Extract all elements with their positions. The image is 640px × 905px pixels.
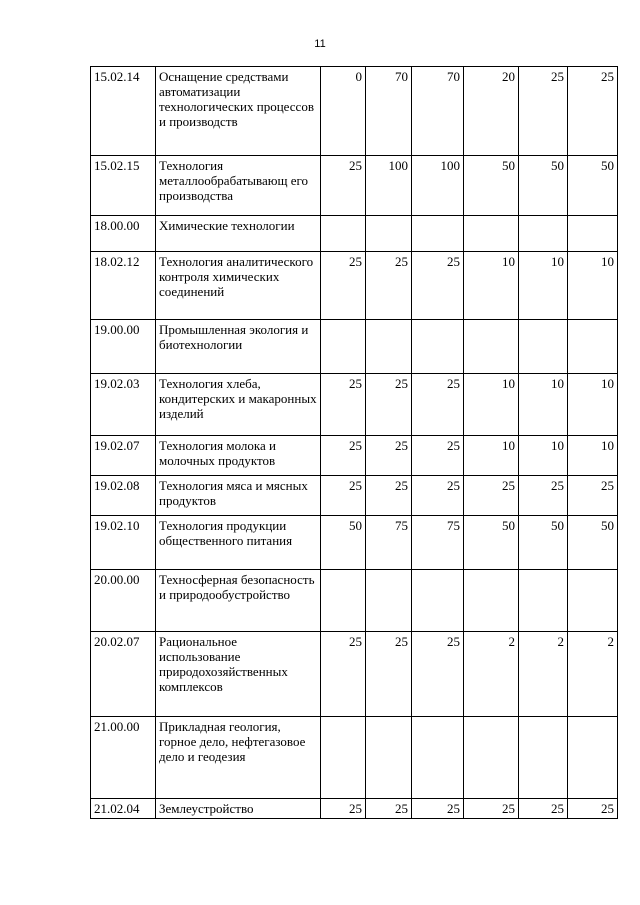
row-value: 50 <box>321 516 366 570</box>
row-name: Технология хлеба, кондитерских и макаронных изделий <box>156 374 321 436</box>
row-value: 0 <box>321 67 366 156</box>
table-row <box>91 570 618 632</box>
row-value: 10 <box>464 252 519 320</box>
row-code: 18.02.12 <box>91 252 156 320</box>
row-value <box>321 320 366 374</box>
table-row <box>91 436 618 476</box>
row-value: 25 <box>519 799 568 819</box>
row-value: 50 <box>519 516 568 570</box>
row-value: 25 <box>366 436 412 476</box>
specialties-table <box>90 66 618 819</box>
row-value <box>366 717 412 799</box>
row-value <box>568 216 618 252</box>
row-value <box>412 717 464 799</box>
row-name: Технология металлообрабатывающ его производства <box>156 156 321 216</box>
row-value <box>412 320 464 374</box>
row-code: 20.00.00 <box>91 570 156 632</box>
row-name: Землеустройство <box>156 799 321 819</box>
row-value: 75 <box>366 516 412 570</box>
row-value <box>321 717 366 799</box>
row-code: 20.02.07 <box>91 632 156 717</box>
row-value: 20 <box>464 67 519 156</box>
row-value: 2 <box>519 632 568 717</box>
row-value: 25 <box>321 156 366 216</box>
row-value <box>568 717 618 799</box>
row-value: 10 <box>519 436 568 476</box>
row-value <box>519 216 568 252</box>
row-code: 19.02.08 <box>91 476 156 516</box>
row-code: 15.02.15 <box>91 156 156 216</box>
row-value: 25 <box>412 632 464 717</box>
row-value: 25 <box>568 799 618 819</box>
row-name: Технология мяса и мясных продуктов <box>156 476 321 516</box>
row-value: 50 <box>519 156 568 216</box>
row-name: Химические технологии <box>156 216 321 252</box>
row-value: 10 <box>464 436 519 476</box>
row-value <box>366 216 412 252</box>
row-value: 25 <box>321 632 366 717</box>
row-value: 10 <box>568 436 618 476</box>
row-value: 70 <box>366 67 412 156</box>
table-row <box>91 516 618 570</box>
table-row <box>91 476 618 516</box>
row-value: 25 <box>321 252 366 320</box>
table-row <box>91 374 618 436</box>
row-name: Технология аналитического контроля химических соединений <box>156 252 321 320</box>
row-value <box>412 570 464 632</box>
row-code: 15.02.14 <box>91 67 156 156</box>
row-value: 25 <box>568 476 618 516</box>
row-value: 25 <box>519 476 568 516</box>
row-value <box>568 570 618 632</box>
row-value: 25 <box>412 252 464 320</box>
row-value: 50 <box>464 516 519 570</box>
row-value: 2 <box>464 632 519 717</box>
row-code: 19.02.10 <box>91 516 156 570</box>
table-row <box>91 156 618 216</box>
row-code: 19.00.00 <box>91 320 156 374</box>
row-value: 25 <box>366 476 412 516</box>
row-value: 75 <box>412 516 464 570</box>
row-value: 25 <box>464 799 519 819</box>
row-name: Техносферная безопасность и природообустройство <box>156 570 321 632</box>
row-value <box>568 320 618 374</box>
table-row <box>91 632 618 717</box>
table-row <box>91 717 618 799</box>
row-value: 25 <box>568 67 618 156</box>
row-value: 50 <box>464 156 519 216</box>
row-value: 70 <box>412 67 464 156</box>
row-value <box>321 570 366 632</box>
row-value: 25 <box>412 476 464 516</box>
row-value: 25 <box>321 476 366 516</box>
row-value: 50 <box>568 156 618 216</box>
row-name: Рациональное использование природохозяйственных комплексов <box>156 632 321 717</box>
row-value <box>464 320 519 374</box>
row-code: 18.00.00 <box>91 216 156 252</box>
row-value: 10 <box>568 252 618 320</box>
row-value: 10 <box>568 374 618 436</box>
table-row <box>91 216 618 252</box>
row-value <box>321 216 366 252</box>
row-value: 50 <box>568 516 618 570</box>
row-value: 10 <box>464 374 519 436</box>
row-code: 21.00.00 <box>91 717 156 799</box>
row-name: Оснащение средствами автоматизации технологических процессов и производств <box>156 67 321 156</box>
row-value <box>464 570 519 632</box>
row-value: 25 <box>412 374 464 436</box>
row-value: 25 <box>366 632 412 717</box>
row-value: 10 <box>519 374 568 436</box>
row-name: Технология молока и молочных продуктов <box>156 436 321 476</box>
row-value <box>464 216 519 252</box>
row-value <box>519 717 568 799</box>
row-value <box>366 320 412 374</box>
table-row <box>91 67 618 156</box>
row-name: Технология продукции общественного питания <box>156 516 321 570</box>
row-value <box>519 570 568 632</box>
table-row <box>91 799 618 819</box>
page-number: 11 <box>314 38 326 50</box>
row-value: 25 <box>321 436 366 476</box>
row-value: 25 <box>321 799 366 819</box>
row-value: 100 <box>366 156 412 216</box>
row-value: 25 <box>366 374 412 436</box>
row-value: 25 <box>464 476 519 516</box>
row-value: 2 <box>568 632 618 717</box>
table-row <box>91 252 618 320</box>
row-value: 25 <box>366 799 412 819</box>
row-value: 10 <box>519 252 568 320</box>
row-name: Прикладная геология, горное дело, нефтегазовое дело и геодезия <box>156 717 321 799</box>
row-value: 100 <box>412 156 464 216</box>
row-value: 25 <box>366 252 412 320</box>
row-value: 25 <box>412 436 464 476</box>
row-value <box>412 216 464 252</box>
row-value: 25 <box>412 799 464 819</box>
row-name: Промышленная экология и биотехнологии <box>156 320 321 374</box>
row-value <box>519 320 568 374</box>
row-value <box>464 717 519 799</box>
row-code: 21.02.04 <box>91 799 156 819</box>
table-row <box>91 320 618 374</box>
row-value: 25 <box>321 374 366 436</box>
row-value: 25 <box>519 67 568 156</box>
row-value <box>366 570 412 632</box>
row-code: 19.02.07 <box>91 436 156 476</box>
row-code: 19.02.03 <box>91 374 156 436</box>
